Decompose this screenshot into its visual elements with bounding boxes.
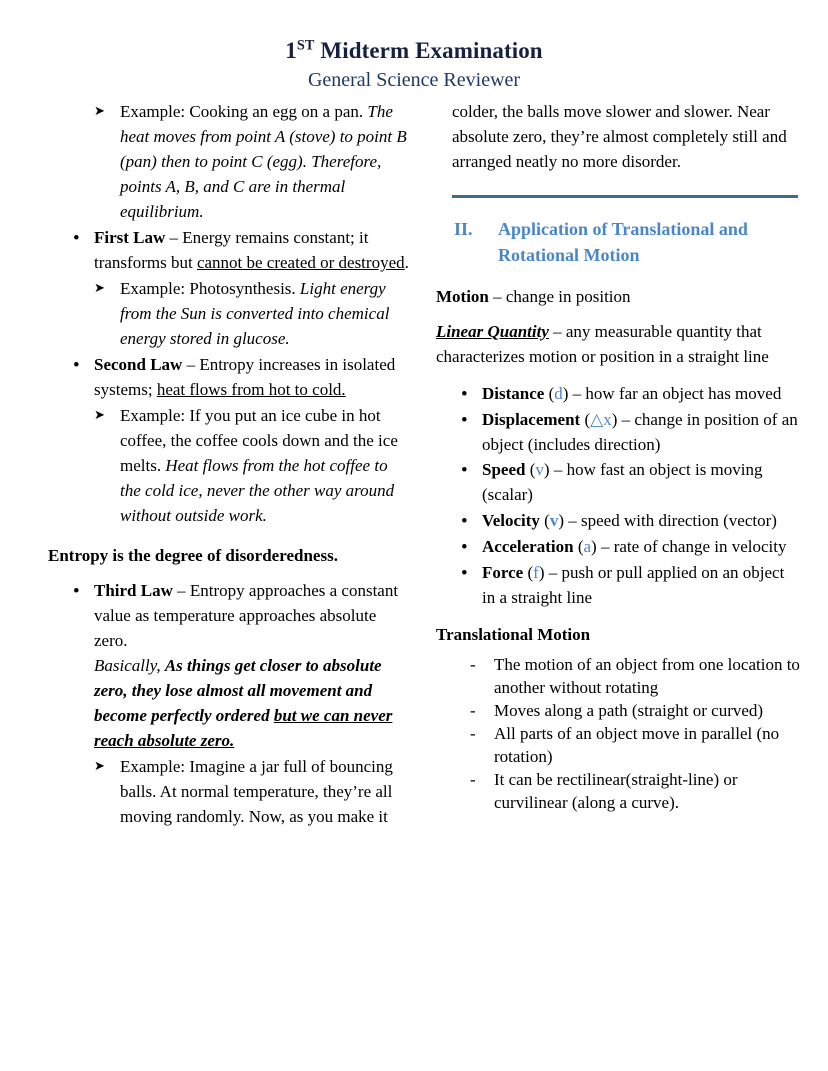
quantity-term: Velocity (482, 511, 540, 531)
quantity-term: Distance (482, 383, 545, 403)
quantity-dash: – (596, 537, 614, 557)
linear-quantity-term: Linear Quantity (436, 321, 549, 341)
translational-motion-heading: Translational Motion (436, 625, 591, 645)
example-lead: Example: Cooking an egg on a pan. (120, 102, 368, 122)
second-law-example-list (48, 404, 410, 529)
motion-text: change in position (505, 286, 631, 306)
page-subtitle: General Science Reviewer (307, 69, 521, 92)
third-law-basically: Basically, (94, 656, 165, 676)
laws-list-first (48, 226, 410, 276)
quantity-definition: push or pull applied on an object in a straight line (482, 563, 785, 608)
section-number: II. (454, 219, 473, 240)
linear-quantity-definition (436, 320, 800, 370)
first-law-dash: – (165, 228, 183, 248)
list-item (94, 277, 410, 352)
quantity-term: Force (482, 563, 524, 583)
list-item: - The motion of an object from one location to another without rotating (464, 654, 800, 700)
zeroth-law-example-list (48, 100, 410, 225)
second-law-underlined: heat flows from hot to cold. (156, 380, 346, 400)
example-lead: Example: If you put an ice cube in hot coffee, the coffee cools down and the ice melts. (120, 406, 398, 476)
spacer (48, 530, 410, 544)
list-item (70, 353, 410, 403)
first-law-label: First Law (94, 228, 166, 248)
quantity-symbol: v (549, 511, 559, 531)
laws-list-second (48, 353, 410, 403)
linear-quantity-dash: – (548, 321, 566, 341)
quantity-dash: – (549, 460, 567, 480)
list-item: - It can be rectilinear(straight-line) or curvilinear (along a curve). (464, 769, 800, 815)
motion-term: Motion (436, 286, 489, 306)
list-item (70, 226, 410, 276)
motion-definition (436, 285, 800, 310)
quantity-dash: – (564, 511, 582, 531)
quantity-symbol: v (535, 460, 544, 480)
title-ordinal-suffix: ST (296, 37, 315, 54)
right-column (418, 100, 800, 815)
body-columns (0, 93, 828, 831)
third-law-dash: – (172, 581, 190, 601)
list-item: • Speed (v) – how fast an object is moving (scalar) (458, 458, 800, 508)
quantity-dash: – (544, 563, 562, 583)
motion-dash: – (488, 286, 506, 306)
example-italic: The heat moves from point A (stove) to point B (pan) then to point C (egg). Therefore, points A, B, and C are in thermal equilibrium. (120, 102, 407, 222)
title-ordinal: 1 (285, 38, 297, 63)
example-italic: Heat flows from the hot coffee to the cold ice, never the other way around without outside work. (120, 456, 395, 526)
title-main: Midterm Examination (314, 38, 543, 63)
first-law-example-list (48, 277, 410, 352)
page-title (0, 38, 828, 64)
list-item (70, 579, 410, 754)
quantity-symbol: △x (590, 409, 612, 429)
quantity-term: Displacement (482, 409, 581, 429)
quantity-symbol: a (583, 537, 592, 557)
list-item: - All parts of an object move in parallel (no rotation) (464, 723, 800, 769)
quantity-term: Acceleration (482, 537, 574, 557)
quantity-definition: speed with direction (vector) (581, 511, 777, 531)
quantity-definition: rate of change in velocity (613, 537, 787, 557)
third-law-label: Third Law (94, 581, 173, 601)
third-law-emphasis: As things get closer to absolute zero, they lose almost all movement and become perfectly ordered (94, 656, 382, 726)
third-law-emphasis-underlined: but we can never reach absolute zero. (94, 706, 393, 751)
example-italic: Light energy from the Sun is converted into chemical energy stored in glucose. (120, 279, 390, 349)
laws-list-third (48, 579, 410, 754)
second-law-text: Entropy increases in isolated systems; (94, 355, 396, 400)
quantity-definition: change in position of an object (includes direction) (482, 409, 798, 454)
list-item (94, 404, 410, 529)
translational-motion-points (436, 654, 800, 815)
quantity-dash: – (568, 383, 586, 403)
first-law-underlined: cannot be created or destroyed (196, 253, 405, 273)
first-law-text: Energy remains constant; it transforms but (94, 228, 369, 273)
document-header (0, 0, 828, 93)
continuation-paragraph: colder, the balls move slower and slower. Near absolute zero, they’re almost completely still and arranged neatly no more disorder. (452, 102, 787, 172)
list-item: • Distance (d) – how far an object has moved (458, 382, 800, 407)
quantities-list (436, 382, 800, 612)
section-title: Application of Translational and Rotational Motion (498, 219, 748, 266)
quantity-definition: how fast an object is moving (scalar) (482, 460, 763, 505)
list-item: • Velocity (v) – speed with direction (vector) (458, 509, 800, 534)
quantity-symbol: d (554, 383, 563, 403)
quantity-term: Speed (482, 460, 526, 480)
spacer (48, 571, 410, 579)
first-law-period: . (404, 253, 409, 273)
second-law-dash: – (182, 355, 200, 375)
left-column (28, 100, 418, 831)
example-lead: Example: Photosynthesis. (120, 279, 300, 299)
third-law-text: Entropy approaches a constant value as temperature approaches absolute zero. (94, 581, 399, 651)
section-divider-rule (452, 195, 798, 198)
entropy-definition-note: Entropy is the degree of disorderedness. (48, 546, 338, 566)
quantity-symbol: f (533, 563, 539, 583)
list-item (94, 755, 410, 830)
linear-quantity-text: any measurable quantity that characterizes motion or position in a straight line (436, 321, 769, 366)
quantity-definition: how far an object has moved (585, 383, 782, 403)
list-item: • Force (f) – push or pull applied on an object in a straight line (458, 561, 800, 611)
list-item: - Moves along a path (straight or curved) (464, 700, 800, 723)
section-heading (436, 216, 800, 268)
third-law-example-list (48, 755, 410, 830)
list-item (94, 100, 410, 225)
list-item: • Acceleration (a) – rate of change in velocity (458, 535, 800, 560)
second-law-label: Second Law (94, 355, 183, 375)
quantity-dash: – (617, 409, 635, 429)
list-item: • Displacement (△x) – change in position of an object (includes direction) (458, 408, 800, 458)
example-text: Example: Imagine a jar full of bouncing balls. At normal temperature, they’re all moving randomly. Now, as you make it (120, 757, 393, 827)
